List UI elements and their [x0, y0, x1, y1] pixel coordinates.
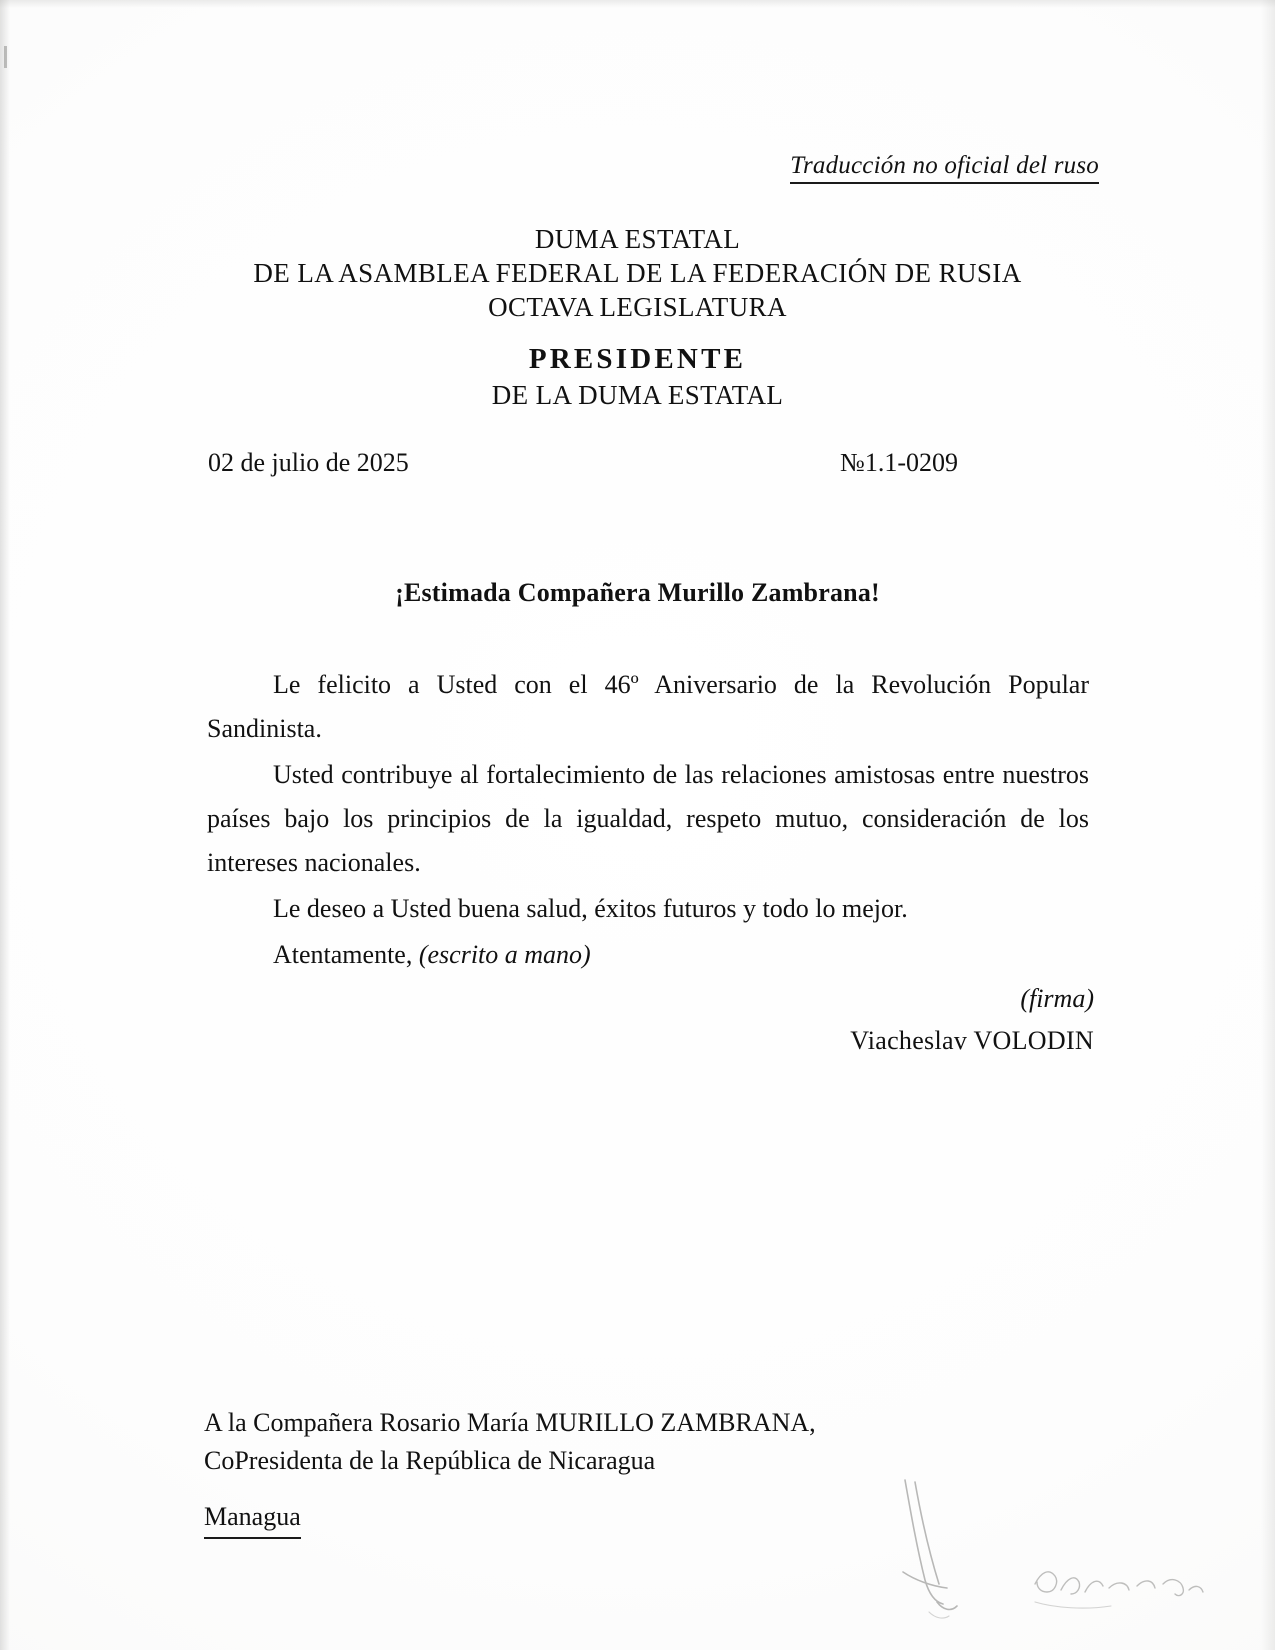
document-date: 02 de julio de 2025 [208, 448, 409, 477]
letter-body [207, 663, 1089, 979]
president-subtitle: DE LA DUMA ESTATAL [491, 380, 784, 410]
document-reference-number: №1.1-0209 [840, 448, 958, 477]
signature-firma-label: (firma) [1020, 984, 1094, 1013]
salutation: ¡Estimada Compañera Murillo Zambrana! [395, 578, 880, 607]
letterhead-line-3: OCTAVA LEGISLATURA [488, 292, 787, 322]
signature-block [850, 978, 1094, 1062]
closing-line [207, 933, 1089, 977]
addressee-title: CoPresidenta de la República de Nicaragua [204, 1446, 656, 1475]
paragraph-2: Usted contribuye al fortalecimiento de las relaciones amistosas entre nuestros países bajo los principios de la igualdad, respeto mutuo, consideración de los intereses nacionales. [207, 760, 1089, 877]
addressee-city: Managua [204, 1498, 301, 1539]
president-block [0, 340, 1275, 413]
closing-handwritten-note: (escrito a mano) [418, 940, 591, 969]
handwriting-artifact [885, 1452, 1215, 1632]
president-title: PRESIDENTE [528, 343, 747, 375]
letterhead-line-1: DUMA ESTATAL [534, 224, 741, 254]
closing-text: Atentamente, [273, 940, 413, 969]
addressee-name: A la Compañera Rosario María MURILLO ZAMBRANA, [204, 1408, 816, 1437]
letterhead [0, 222, 1275, 324]
paragraph-1: Le felicito a Usted con el 46º Aniversario de la Revolución Popular Sandinista. [207, 670, 1089, 743]
document-meta-row [208, 447, 1088, 479]
translation-note: Traducción no oficial del ruso [790, 152, 1099, 184]
letterhead-line-2: DE LA ASAMBLEA FEDERAL DE LA FEDERACIÓN DE RUSIA [253, 258, 1022, 288]
signatory-name: Viacheslav VOLODIN [850, 1026, 1094, 1055]
addressee-block [204, 1404, 816, 1539]
paragraph-3: Le deseo a Usted buena salud, éxitos futuros y todo lo mejor. [273, 894, 908, 923]
